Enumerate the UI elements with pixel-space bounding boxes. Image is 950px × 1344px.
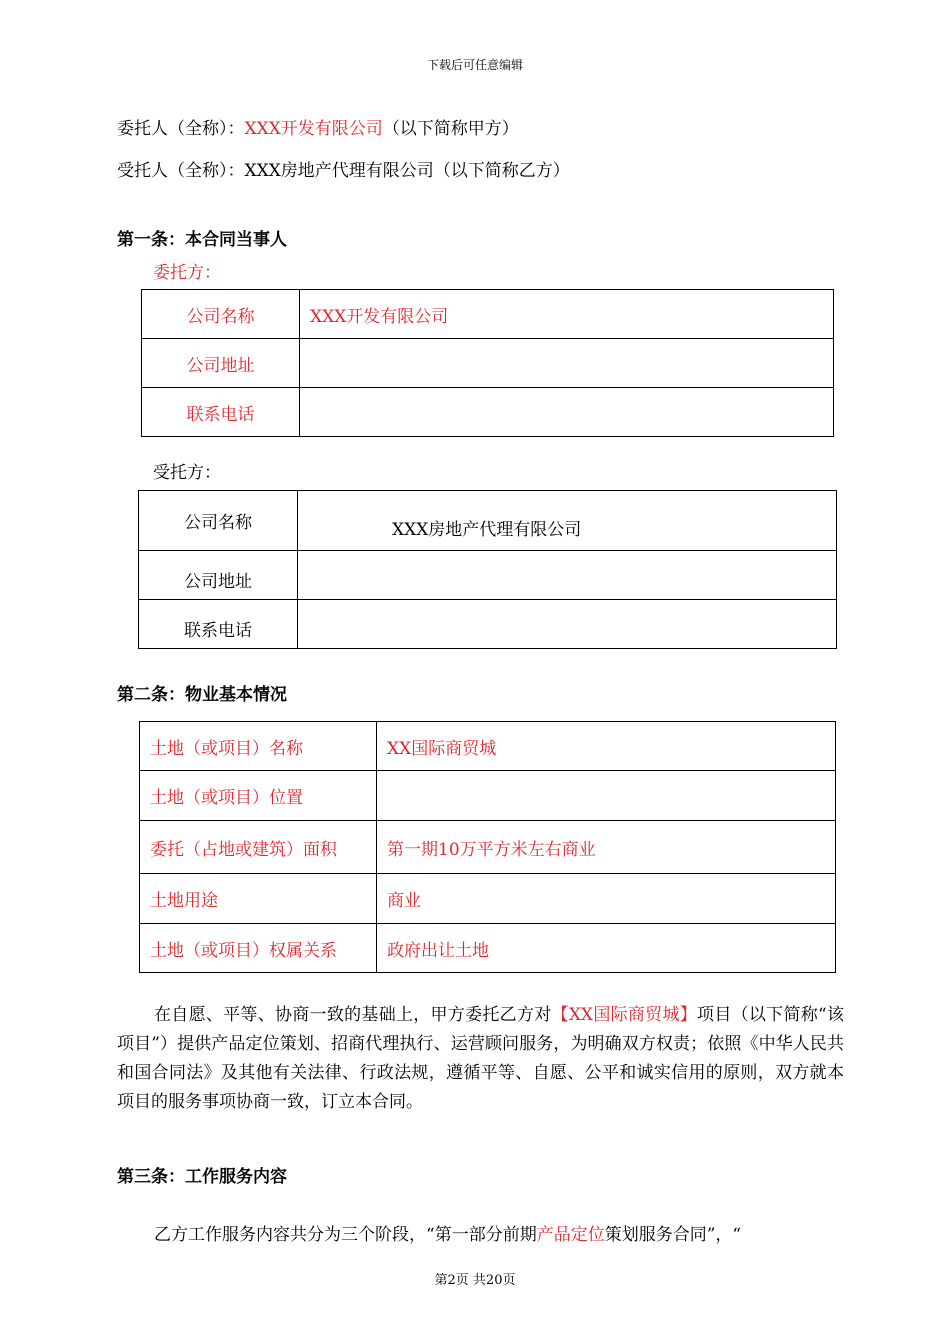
table-row [140,874,836,924]
table-value [300,339,834,388]
agent-section-label: 受托方： [153,463,221,483]
article2-paragraph [117,1001,844,1117]
table-value: XX国际商贸城 [377,722,836,771]
article3-paragraph [117,1221,844,1250]
table-label: 土地（或项目）名称 [140,722,377,771]
table-label: 土地用途 [140,874,377,924]
para-text: 在自愿、平等、协商一致的基础上，甲方委托乙方对 [154,1005,552,1025]
table-value: 政府出让土地 [377,924,836,973]
table-row [140,924,836,973]
table-row [140,722,836,771]
para-text: 项目（以下简称“该项目”）提供产品定位策划、招商代理执行、运营顾问服务，为明确双方权责；依照《中华人民共和国合同法》及其他有关法律、行政法规，遵循平等、自愿、公平和诚实信用的原则，双方就本项目的服务事项协商一致，订立本合同。 [117,1005,844,1112]
table-row [142,290,834,339]
table-row [142,388,834,437]
page-footer: 第2页 共20页 [434,1273,516,1288]
table-value: 第一期10万平方米左右商业 [377,821,836,874]
table-value [300,388,834,437]
agent-name: XXX房地产代理有限公司 [244,161,434,181]
client-suffix: （以下简称甲方） [382,119,519,139]
table-label: 公司地址 [142,339,300,388]
client-label: 委托人（全称）： [117,119,245,139]
agent-suffix: （以下简称乙方） [433,161,570,181]
table-value: 商业 [377,874,836,924]
client-section-label: 委托方： [153,263,221,283]
table-label: 公司地址 [139,551,298,600]
table-label: 联系电话 [139,600,298,649]
article1-title: 第一条：本合同当事人 [117,230,287,250]
table-row [139,491,837,551]
table-label: 土地（或项目）位置 [140,771,377,821]
table-label: 公司名称 [142,290,300,339]
client-info-table [141,289,834,437]
table-row [139,600,837,649]
table-value: XXX开发有限公司 [300,290,834,339]
table-label: 联系电话 [142,388,300,437]
client-party-line [117,114,519,139]
table-value [298,600,837,649]
table-value: XXX房地产代理有限公司 [298,491,837,551]
table-row [142,339,834,388]
table-row [139,551,837,600]
agent-info-table [138,490,837,649]
agent-party-line [117,156,570,181]
page-header: 下载后可任意编辑 [426,58,523,72]
para-text: 策划服务合同”，“ [604,1225,742,1245]
table-label: 土地（或项目）权属关系 [140,924,377,973]
project-name-highlight: 【XX国际商贸城】 [551,1005,698,1025]
client-name: XXX开发有限公司 [244,119,383,139]
article3-title: 第三条：工作服务内容 [117,1167,287,1187]
table-label: 公司名称 [139,491,298,551]
table-row [140,821,836,874]
table-value [298,551,837,600]
property-info-table [139,721,836,973]
para-text: 乙方工作服务内容共分为三个阶段，“第一部分前期 [154,1225,537,1245]
agent-label: 受托人（全称）： [117,161,245,181]
table-label: 委托（占地或建筑）面积 [140,821,377,874]
article2-title: 第二条：物业基本情况 [117,685,287,705]
table-value [377,771,836,821]
table-row [140,771,836,821]
product-positioning-highlight: 产品定位 [536,1225,605,1245]
